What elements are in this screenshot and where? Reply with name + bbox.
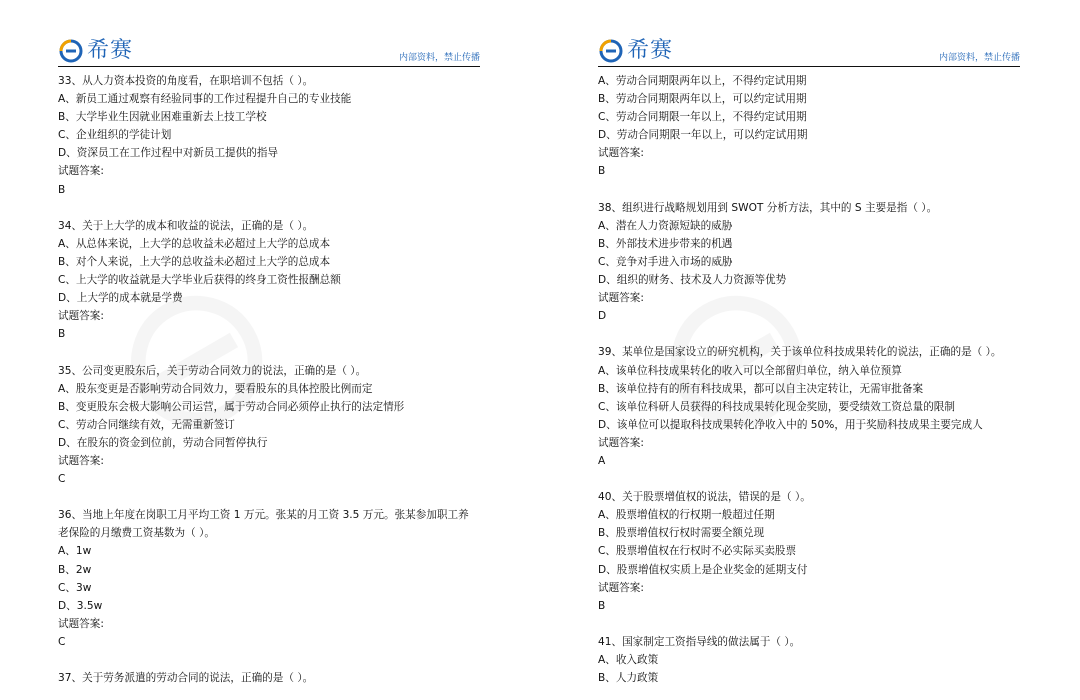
- text-line: C: [58, 473, 66, 486]
- text-line: D、在股东的资金到位前，劳动合同暂停执行: [58, 436, 268, 449]
- text-line: D、股票增值权实质上是企业奖金的延期支付: [598, 563, 808, 576]
- text-line: 试题答案:: [598, 147, 644, 160]
- text-line: C、股票增值权在行权时不必实际买卖股票: [598, 545, 797, 558]
- text-line: 老保险的月缴费工资基数为（ ）。: [58, 527, 215, 540]
- text-line: 试题答案:: [598, 292, 644, 305]
- text-line: B、股票增值权行权时需要全额兑现: [598, 527, 765, 540]
- text-line: 40、关于股票增值权的说法，错误的是（ ）。: [598, 491, 811, 504]
- text-line: 试题答案:: [598, 436, 644, 449]
- text-line: B: [598, 599, 606, 612]
- text-line: 试题答案:: [58, 310, 104, 323]
- blank-line: [598, 615, 1068, 633]
- text-line: B、2w: [58, 563, 92, 576]
- text-line: 试题答案:: [58, 165, 104, 178]
- blank-line: [58, 488, 528, 506]
- text-line: C、企业组织的学徒计划: [58, 129, 172, 142]
- text-line: D、劳动合同期限一年以上，可以约定试用期: [598, 129, 808, 142]
- blank-line: [598, 325, 1068, 343]
- text-line: C: [58, 635, 66, 648]
- text-line: A、潜在人力资源短缺的威胁: [598, 219, 733, 232]
- tagline: 内部资料，禁止传播: [938, 53, 1020, 63]
- right-page: [540, 0, 1080, 700]
- text-line: C、劳动合同继续有效，无需重新签订: [58, 418, 235, 431]
- brand-name: 希赛: [87, 38, 134, 63]
- text-line: D、组织的财务、技术及人力资源等优势: [598, 274, 787, 287]
- text-line: 34、关于上大学的成本和收益的说法，正确的是（ ）。: [58, 219, 314, 232]
- text-line: 试题答案:: [58, 617, 104, 630]
- blank-line: [58, 651, 528, 669]
- text-line: B: [58, 183, 66, 196]
- text-line: D、该单位可以提取科技成果转化净收入中的 50%，用于奖励科技成果主要完成人: [598, 418, 983, 431]
- blank-line: [598, 470, 1068, 488]
- logo-icon: [598, 38, 624, 64]
- text-line: C、上大学的收益就是大学毕业后获得的终身工资性报酬总额: [58, 274, 341, 287]
- blank-line: [58, 343, 528, 361]
- text-line: A、1w: [58, 545, 92, 558]
- text-line: C、该单位科研人员获得的科技成果转化现金奖励，要受绩效工资总量的限制: [598, 400, 955, 413]
- tagline: 内部资料，禁止传播: [398, 53, 480, 63]
- text-line: 38、组织进行战略规划用到 SWOT 分析方法，其中的 S 主要是指（ ）。: [598, 201, 938, 214]
- text-line: 41、国家制定工资指导线的做法属于（ ）。: [598, 635, 801, 648]
- text-line: C、竞争对手进入市场的威胁: [598, 255, 733, 268]
- text-line: C、劳动合同期限一年以上，不得约定试用期: [598, 111, 807, 124]
- text-line: B: [58, 328, 66, 341]
- text-line: B、人力政策: [598, 672, 659, 685]
- text-line: 35、公司变更股东后，关于劳动合同效力的说法，正确的是（ ）。: [58, 364, 367, 377]
- text-line: A、新员工通过观察有经验同事的工作过程提升自己的专业技能: [58, 93, 352, 106]
- text-line: 36、当地上年度在岗职工月平均工资 1 万元。张某的月工资 3.5 万元。张某参加职工养: [58, 509, 469, 522]
- text-line: B、对个人来说，上大学的总收益未必超过上大学的总成本: [58, 255, 331, 268]
- blank-line: [598, 181, 1068, 199]
- page-header: [598, 36, 1020, 67]
- text-line: A、该单位科技成果转化的收入可以全部留归单位，纳入单位预算: [598, 364, 902, 377]
- text-line: 37、关于劳务派遣的劳动合同的说法，正确的是（ ）。: [58, 672, 314, 685]
- text-line: A、劳动合同期限两年以上，不得约定试用期: [598, 75, 807, 87]
- text-line: 39、某单位是国家设立的研究机构，关于该单位科技成果转化的说法，正确的是（ ）。: [598, 346, 1002, 359]
- text-line: D、3.5w: [58, 599, 103, 612]
- brand-logo: [58, 38, 133, 64]
- page-header: [58, 36, 480, 67]
- text-line: A、股东变更是否影响劳动合同效力，要看股东的具体控股比例而定: [58, 382, 373, 395]
- text-line: A: [598, 454, 606, 467]
- text-line: D、上大学的成本就是学费: [58, 292, 183, 305]
- logo-icon: [58, 38, 84, 64]
- text-line: 试题答案:: [598, 581, 644, 594]
- text-line: 试题答案:: [58, 454, 104, 467]
- text-line: A、股票增值权的行权期一般超过任期: [598, 509, 775, 522]
- question-list: [58, 72, 528, 687]
- text-line: B、大学毕业生因就业困难重新去上技工学校: [58, 111, 267, 124]
- text-line: B: [598, 165, 606, 178]
- text-line: C、3w: [58, 581, 92, 594]
- text-line: B、外部技术进步带来的机遇: [598, 237, 733, 250]
- brand-logo: [598, 38, 673, 64]
- question-list: [598, 72, 1068, 687]
- blank-line: [58, 199, 528, 217]
- text-line: B、劳动合同期限两年以上，可以约定试用期: [598, 93, 807, 106]
- text-line: B、变更股东会极大影响公司运营，属于劳动合同必须停止执行的法定情形: [58, 400, 405, 413]
- text-line: D、资深员工在工作过程中对新员工提供的指导: [58, 147, 279, 160]
- text-line: A、从总体来说，上大学的总收益未必超过上大学的总成本: [58, 237, 331, 250]
- text-line: A、收入政策: [598, 654, 659, 666]
- text-line: D: [598, 310, 607, 323]
- brand-name: 希赛: [627, 38, 674, 63]
- text-line: B、该单位持有的所有科技成果，都可以自主决定转让，无需审批备案: [598, 382, 924, 395]
- text-line: 33、从人力资本投资的角度看，在职培训不包括（ ）。: [58, 75, 314, 87]
